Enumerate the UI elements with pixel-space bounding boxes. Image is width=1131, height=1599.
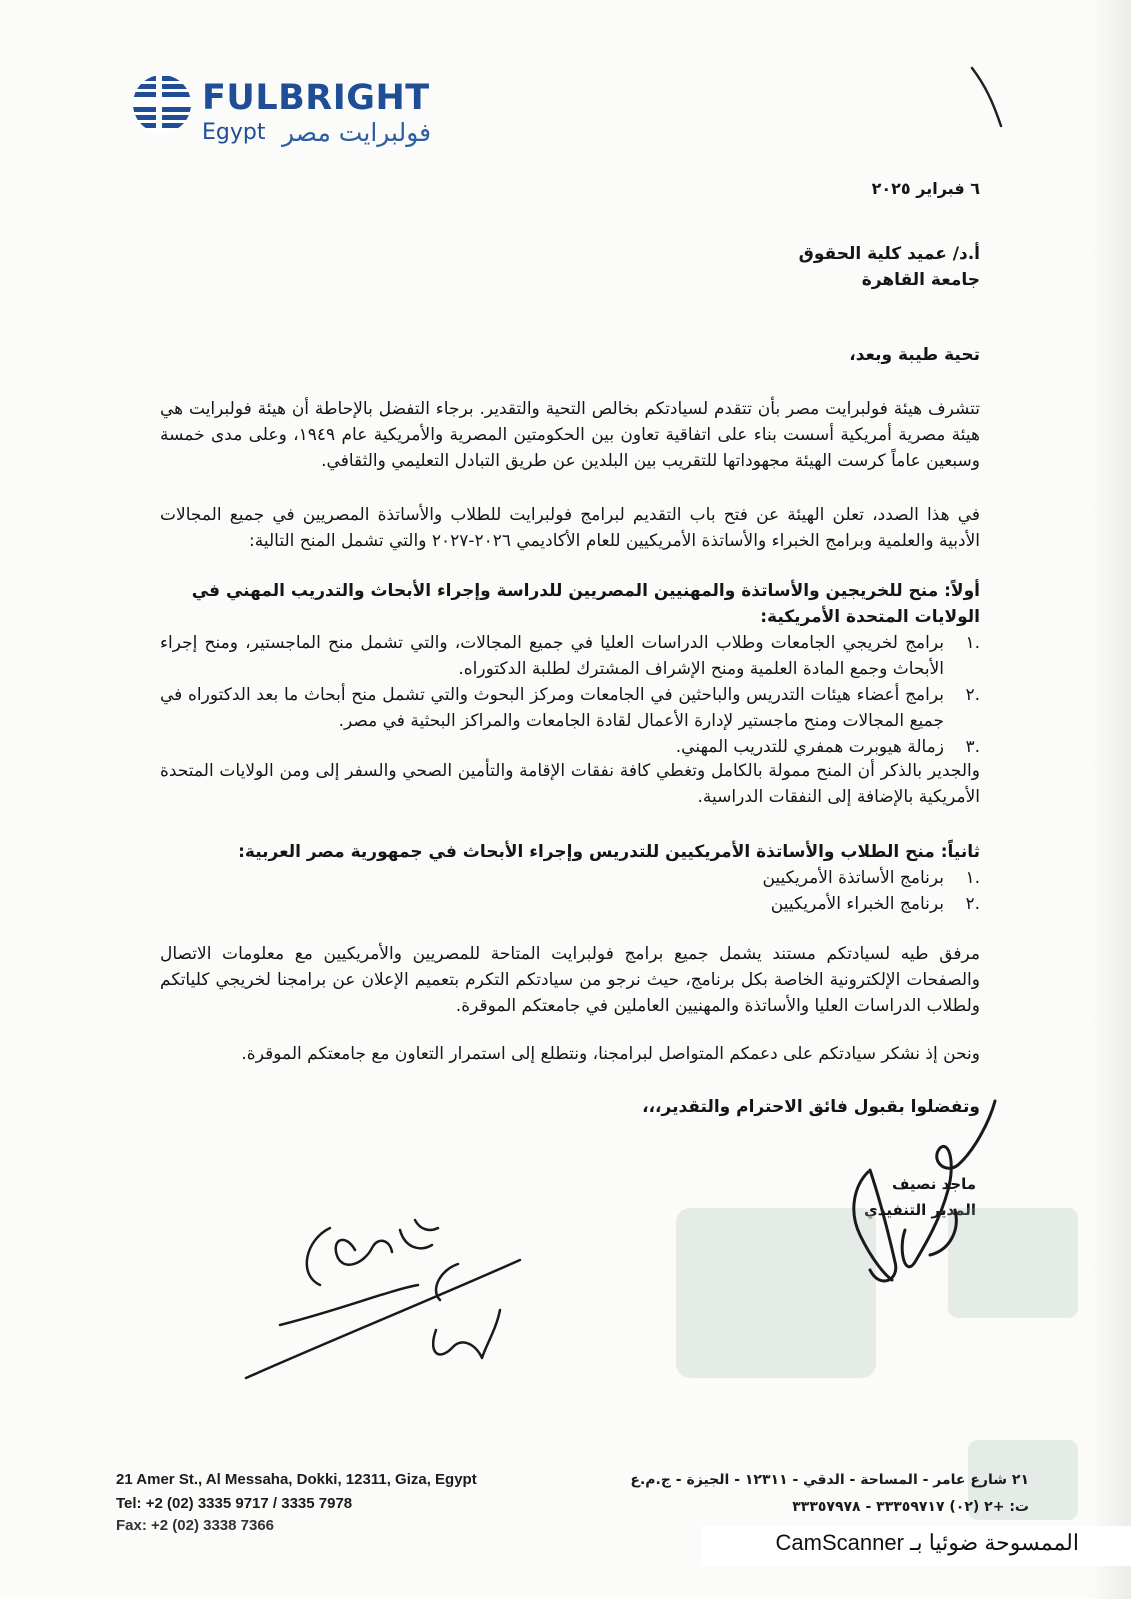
- recipient-title: أ.د/ عميد كلية الحقوق: [798, 244, 980, 264]
- list-item: [160, 734, 980, 760]
- list-item-number: .١: [965, 633, 980, 653]
- section1-title: أولاً: منح للخريجين والأساتذة والمهنيين المصريين للدراسة وإجراء الأبحاث والتدريب المهني في الولايات المتحدة الأمريكية:: [191, 581, 980, 627]
- section-american-grants: [160, 839, 980, 917]
- paragraph-announcement: في هذا الصدد، تعلن الهيئة عن فتح باب التقديم لبرامج فولبرايت للطلاب والأساتذة المصريين في جميع المجالات الأدبية والعلمية وبرامج الخبراء والأساتذة الأمريكيين للعام الأكاديمي ٢٠٢٦-٢٠٢٧ والتي تشمل المنح التالية:: [160, 505, 980, 551]
- paragraph-funding: والجدير بالذكر أن المنح ممولة بالكامل وتغطي كافة نفقات الإقامة والتأمين الصحي والسفر إلى ومن الولايات المتحدة الأمريكية بالإضافة إلى النفقات الدراسية.: [160, 761, 980, 807]
- camscanner-watermark: الممسوحة ضوئيا بـ CamScanner: [775, 1530, 1079, 1555]
- list-item-text: برامج أعضاء هيئات التدريس والباحثين في الجامعات ومركز البحوث والتي تشمل منح أبحاث ما بعد الدكتوراه في جميع المجالات ومنح ماجستير لإدارة الأعمال لقادة الجامعات والمراكز البحثية في مصر.: [160, 685, 944, 731]
- list-item: [160, 630, 980, 682]
- list-item: [160, 865, 980, 891]
- list-item-number: .٢: [965, 685, 980, 705]
- footer-address-en: 21 Amer St., Al Messaha, Dokki, 12311, Giza, Egypt: [116, 1471, 477, 1488]
- list-item-text: برنامج الخبراء الأمريكيين: [770, 894, 944, 914]
- list-item: [160, 891, 980, 917]
- list-item-text: برنامج الأساتذة الأمريكيين: [762, 868, 944, 888]
- scan-edge-shadow: [1091, 0, 1131, 1599]
- list-item: [160, 682, 980, 734]
- footer-address-ar: ٢١ شارع عامر - المساحة - الدقي - ١٢٣١١ - الجيزة - ج.م.ع: [630, 1472, 1029, 1488]
- footer-fax-en: [116, 1514, 274, 1521]
- list-item-number: .١: [965, 868, 980, 888]
- list-item-text: برامج لخريجي الجامعات وطلاب الدراسات العليا في جميع المجالات، والتي تشمل منح الماجستير، ومنح إجراء الأبحاث وجمع المادة العلمية ومنح الإشراف المشترك لطلبة الدكتوراه.: [160, 633, 944, 679]
- greeting: تحية طيبة وبعد،: [849, 345, 980, 365]
- signer-name: ماجد نصيف: [891, 1175, 976, 1193]
- section2-title: ثانياً: منح الطلاب والأساتذة الأمريكيين للتدريس وإجراء الأبحاث في جمهورية مصر العربية:: [238, 842, 980, 862]
- paragraph-attachment: مرفق طيه لسيادتكم مستند يشمل جميع برامج فولبرايت المتاحة للمصريين والأمريكيين مع معلومات الاتصال والصفحات الإلكترونية الخاصة بكل برنامج، حيث نرجو من سيادتكم التكرم بتعميم الإعلان عن برامجنا لخريجي كلياتكم ولطلاب الدراسات العليا والأساتذة والمهنيين العاملين في جامعتكم الموقرة.: [160, 944, 980, 1016]
- signer-title: المدير التنفيذي: [863, 1201, 976, 1219]
- paragraph-thanks: ونحن إذ نشكر سيادتكم على دعمكم المتواصل لبرامجنا، ونتطلع إلى استمرار التعاون مع جامعتكم الموقرة.: [241, 1044, 980, 1064]
- logo-wordmark: FULBRIGHT: [202, 78, 430, 118]
- logo-arabic-name: فولبرايت مصر: [282, 118, 432, 147]
- footer-phone-en: Tel: +2 (02) 3335 9717 / 3335 7978: [116, 1495, 353, 1512]
- list-item-number: .٢: [965, 894, 980, 914]
- fulbright-logo: [132, 70, 452, 160]
- scan-smudge: [948, 1208, 1078, 1318]
- paragraph-intro: تتشرف هيئة فولبرايت مصر بأن تتقدم لسيادتكم بخالص التحية والتقدير. برجاء التفضل بالإحاطة أن هيئة فولبرايت هي هيئة مصرية أمريكية أسست بناء على اتفاقية تعاون بين الحكومتين المصرية والأمريكية عام ١٩٤٩، وعلى مدى خمسة وسبعين عاماً كرست الهيئة مجهوداتها للتقريب بين البلدين عن طريق التبادل التعليمي والثقافي.: [160, 399, 980, 471]
- recipient: [160, 241, 980, 293]
- list-item-number: .٣: [965, 737, 980, 757]
- globe-icon: [132, 74, 192, 134]
- logo-country: Egypt: [202, 120, 266, 145]
- footer-english: [116, 1468, 477, 1516]
- recipient-university: جامعة القاهرة: [861, 270, 980, 290]
- footer-arabic: [630, 1467, 1029, 1521]
- list-item-text: زمالة هيوبرت همفري للتدريب المهني.: [675, 737, 944, 757]
- scan-smudge: [676, 1208, 876, 1378]
- footer-phone-ar: ت: +٢ (٠٢) ٣٣٣٥٩٧١٧ - ٣٣٣٥٧٩٧٨: [792, 1499, 1029, 1515]
- closing-line: وتفضلوا بقبول فائق الاحترام والتقدير،،،: [642, 1097, 980, 1117]
- letter-date: ٦ فبراير ٢٠٢٥: [871, 179, 980, 198]
- section-egyptian-grants: [160, 578, 980, 760]
